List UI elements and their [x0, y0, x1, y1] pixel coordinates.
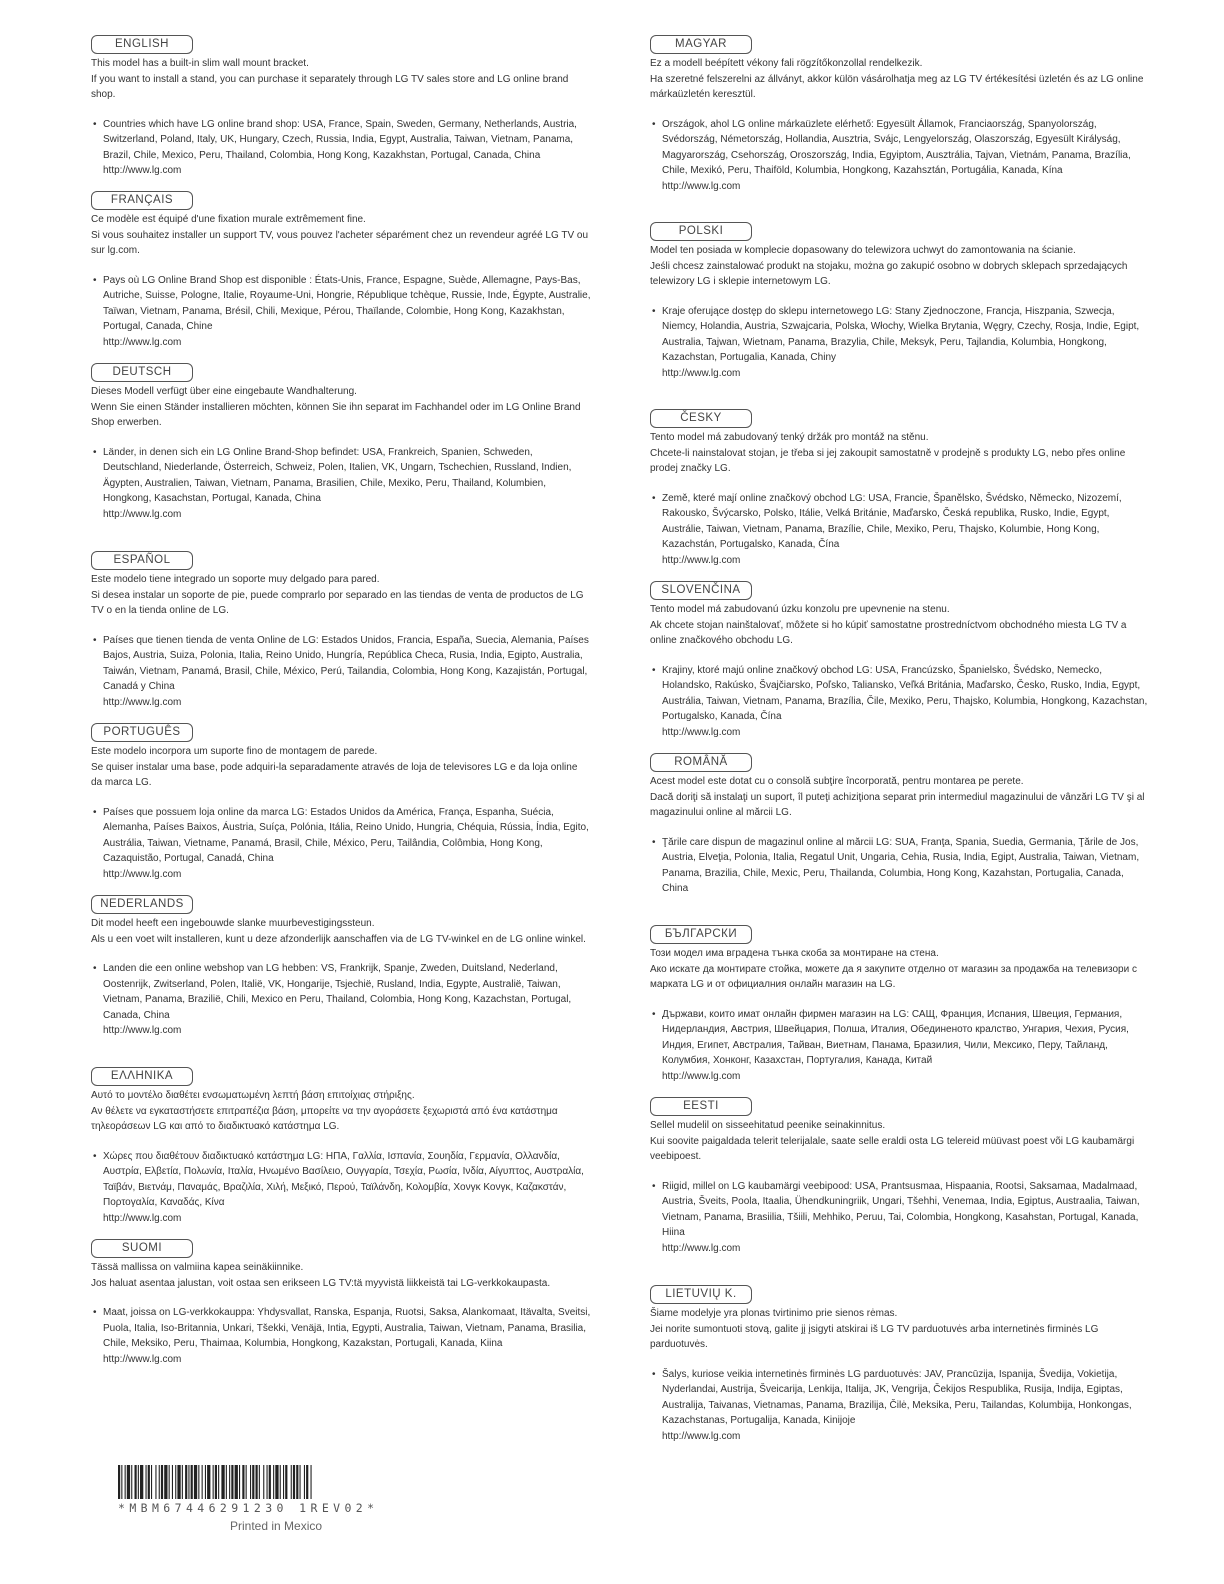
- intro-text: Ak chcete stojan nainštalovať, môžete si ho kúpiť samostatne prostredníctvom obchodného miesta LG TV a online značkového obchodu LG.: [650, 619, 1127, 646]
- intro-text: Tento model má zabudovaný tenký držák pro montáž na stěnu.: [650, 432, 929, 443]
- language-label: NEDERLANDS: [91, 895, 193, 914]
- barcode-bar: [127, 1465, 130, 1499]
- website-link[interactable]: http://www.lg.com: [662, 180, 741, 192]
- countries-bullet: [650, 1179, 1150, 1257]
- barcode-bar: [185, 1465, 187, 1499]
- language-label: PORTUGUÊS: [91, 723, 193, 742]
- bullet-icon: •: [652, 305, 656, 317]
- countries-bullet: [650, 1367, 1150, 1445]
- intro-text: Acest model este dotat cu o consolă subţire încorporată, pentru montarea pe perete.: [650, 776, 1024, 787]
- barcode-bar: [169, 1465, 170, 1499]
- countries-text: Krajiny, ktoré majú online značkový obchod LG: USA, Francúzsko, Španielsko, Švédsko, Nemecko, Holandsko, Rakúsko, Švajčiarsko, Poľsko, Taliansko, Veľká Británia, Maďarsko, Česko, Rusko, India, Egypt, Austrália, Taiwan, Vietnam, Panama, Brazília, Čile, Mexiko, Peru, Thajsko, Kolumbia, Hongkong, Kazachstan, Portugalsko, Kanada, Čína: [662, 664, 1148, 722]
- barcode-bar: [175, 1465, 176, 1499]
- language-section: [91, 550, 591, 710]
- intro-text: Dacă doriţi să instalaţi un suport, îl puteţi achiziţiona separat prin intermediul magazinului de vânzări LG TV şi al magazinului online al mărcii LG.: [650, 791, 1145, 818]
- countries-text: Ţările care dispun de magazinul online al mărcii LG: SUA, Franţa, Spania, Suedia, Germania, Ţările de Jos, Austria, Elveţia, Polonia, Italia, Regatul Unit, Ungaria, Cehia, Rusia, India, Egipt, Australia, Taiwan, Vietnam, Panama, Brazilia, Chile, Mexic, Peru, Thailanda, Columbia, Hong Kong, Kazahstan, Portugalia, Canada, China: [662, 836, 1140, 894]
- website-link[interactable]: http://www.lg.com: [103, 868, 182, 880]
- barcode-bar: [273, 1465, 274, 1499]
- bullet-icon: •: [93, 274, 97, 286]
- barcode-bar: [283, 1465, 284, 1499]
- barcode-bar: [205, 1465, 206, 1499]
- barcode-bar: [155, 1465, 156, 1499]
- language-label: ESPAÑOL: [91, 551, 193, 570]
- barcode-bar: [159, 1465, 160, 1499]
- language-label: SLOVENČINA: [650, 581, 752, 600]
- language-label: SUOMI: [91, 1239, 193, 1258]
- intro-text: Si vous souhaitez installer un support TV, vous pouvez l'acheter séparément chez un revendeur agréé LG TV ou sur lg.com.: [91, 229, 589, 256]
- intro-text: Ha szeretné felszerelni az állványt, akkor külön vásárolhatja meg az LG TV értékesítési üzletén és az LG online márkaüzletén keresztül.: [650, 73, 1144, 100]
- bullet-icon: •: [652, 118, 656, 130]
- countries-text: Χώρες που διαθέτουν διαδικτυακό κατάστημα LG: ΗΠΑ, Γαλλία, Ισπανία, Σουηδία, Γερμανία, Ολλανδία, Αυστρία, Ελβετία, Πολωνία, Ιταλία, Ηνωμένο Βασίλειο, Ουγγαρία, Τσεχία, Ρωσία, Ινδία, Αίγυπτος, Αυστραλία, Ταϊβάν, Βιετνάμ, Παναμάς, Βραζιλία, Χιλή, Μεξικό, Περού, Ταϊλάνδη, Κολομβία, Χονγκ Κονγκ, Καζακστάν, Πορτογαλία, Καναδάς, Κίνα: [103, 1150, 584, 1208]
- intro-text: Jos haluat asentaa jalustan, voit ostaa sen erikseen LG TV:tä myyvistä liikkeistä tai LG-verkkokaupasta.: [91, 1277, 551, 1289]
- intro-text: Ce modèle est équipé d'une fixation murale extrêmement fine.: [91, 214, 366, 225]
- barcode-bar: [269, 1465, 271, 1499]
- barcode-bar: [296, 1465, 298, 1499]
- language-section: [650, 924, 1150, 1084]
- countries-text: Šalys, kuriose veikia internetinės firminės LG parduotuvės: JAV, Prancūzija, Ispanija, Švedija, Vokietija, Nyderlandai, Austrija, Šveicarija, Lenkija, Italija, JK, Vengrija, Čekijos Respublika, Rusija, Indija, Egiptas, Australija, Taivanas, Vietnamas, Panama, Brazilija, Čilė, Meksika, Peru, Tailandas, Kolumbija, Honkongas, Kazachstanas, Portugalija, Kanada, Kinijoje: [662, 1368, 1132, 1426]
- barcode-bar: [118, 1465, 120, 1499]
- barcode-image: [118, 1465, 446, 1499]
- barcode-bar: [207, 1465, 210, 1499]
- language-label: DEUTSCH: [91, 363, 193, 382]
- language-label: ČESKY: [650, 409, 752, 428]
- countries-bullet: [91, 1149, 591, 1227]
- barcode-bar: [215, 1465, 217, 1499]
- barcode-bar: [259, 1465, 260, 1499]
- website-link[interactable]: http://www.lg.com: [662, 367, 741, 379]
- countries-bullet: [91, 117, 591, 179]
- barcode-bar: [246, 1465, 247, 1499]
- language-section: [91, 362, 591, 522]
- barcode-bar: [138, 1465, 139, 1499]
- website-link[interactable]: http://www.lg.com: [103, 1212, 182, 1224]
- intro-text: Si desea instalar un soporte de pie, puede comprarlo por separado en las tiendas de venta de productos de LG TV o en la tienda online de LG.: [91, 589, 584, 616]
- bullet-icon: •: [93, 446, 97, 458]
- barcode-bar: [229, 1465, 230, 1499]
- countries-text: Országok, ahol LG online márkaüzlete elérhető: Egyesült Államok, Franciaország, Spanyolország, Svédország, Németország, Hollandia, Ausztria, Svájc, Lengyelország, Olaszország, Egyesült Királyság, Magyarország, Csehország, Oroszország, India, Egyiptom, Ausztrália, Tajvan, Vietnám, Panama, Brazília, Chile, Mexikó, Peru, Thaiföld, Kolumbia, Hongkong, Kazahsztán, Portugália, Kanada, Kína: [662, 118, 1131, 176]
- bullet-icon: •: [652, 492, 656, 504]
- barcode-bar: [182, 1465, 183, 1499]
- barcode-bar: [231, 1465, 233, 1499]
- barcode-bar: [280, 1465, 281, 1499]
- bullet-icon: •: [93, 963, 97, 974]
- countries-text: Países que possuem loja online da marca LG: Estados Unidos da América, França, Espanha, Suécia, Alemanha, Países Baixos, Áustria, Suíça, Polónia, Itália, Reino Unido, Hungria, Chéquia, Rússia, Índia, Egito, Austrália, Taiwan, Vietname, Panamá, Brasil, Chile, México, Peru, Tailândia, Colômbia, Hong Kong, Cazaquistão, Portugal, Canadá, China: [103, 806, 589, 864]
- barcode-bar: [191, 1465, 193, 1499]
- countries-bullet: [91, 1305, 591, 1367]
- language-label: БЪЛГАРСКИ: [650, 925, 752, 944]
- intro-text: Dieses Modell verfügt über eine eingebaute Wandhalterung.: [91, 386, 357, 397]
- barcode-bar: [275, 1465, 278, 1499]
- barcode-bar: [202, 1465, 203, 1499]
- barcode-bar: [131, 1465, 132, 1499]
- bullet-icon: •: [93, 634, 97, 646]
- language-section: [650, 408, 1150, 568]
- language-section: [650, 752, 1150, 897]
- barcode-bar: [263, 1465, 264, 1499]
- intro-text: Tässä mallissa on valmiina kapea seinäkiinnike.: [91, 1262, 304, 1273]
- countries-text: Riigid, millel on LG kaubamärgi veebipood: USA, Prantsusmaa, Hispaania, Rootsi, Saksamaa, Madalmaad, Austria, Šveits, Poola, Itaalia, Ühendkuningriik, Ungari, Tšehhi, Venemaa, India, Egiptus, Austraalia, Taiwan, Vietnam, Panama, Brasiilia, Tšiili, Mehhiko, Peruu, Tai, Colombia, Hongkong, Kasahstan, Portugal, Kanada, Hiina: [662, 1180, 1140, 1238]
- intro-text: Se quiser instalar uma base, pode adquiri-la separadamente através de loja de televisores LG e da loja online da marca LG.: [91, 761, 578, 788]
- barcode-bar: [304, 1465, 305, 1499]
- language-section: [650, 580, 1150, 740]
- language-label: POLSKI: [650, 222, 752, 241]
- countries-bullet: [650, 835, 1150, 897]
- language-section: [91, 894, 591, 1039]
- intro-text: Als u een voet wilt installeren, kunt u deze afzonderlijk aanschaffen via de LG TV-winkel en de LG online winkel.: [91, 933, 586, 945]
- printed-in-label: Printed in Mexico: [230, 1519, 323, 1533]
- language-label: MAGYAR: [650, 35, 752, 54]
- website-link[interactable]: http://www.lg.com: [662, 554, 741, 566]
- intro-text: Ако искате да монтирате стойка, можете да я закупите отделно от магазин за продажба на телевизори с марката LG и от официалния онлайн магазин на LG.: [650, 963, 1137, 990]
- barcode-bar: [250, 1465, 251, 1499]
- countries-text: Maat, joissa on LG-verkkokauppa: Yhdysvallat, Ranska, Espanja, Ruotsi, Saksa, Alankomaat, Itävalta, Sveitsi, Puola, Italia, Iso-Britannia, Unkari, Tšekki, Venäjä, Intia, Egypti, Australia, Taiwan, Vietnam, Panama, Brasilia, Chile, Meksiko, Peru, Thaimaa, Kolumbia, Hongkong, Kazakstan, Portugali, Kanada, Kiina: [103, 1307, 591, 1349]
- barcode-block: [118, 1465, 448, 1533]
- countries-text: Países que tienen tienda de venta Online de LG: Estados Unidos, Francia, España, Suecia, Alemania, Países Bajos, Austria, Suiza, Polonia, Italia, Reino Unido, Hungría, República Checa, Rusia, India, Egipto, Australia, Taiwán, Vietnam, Panamá, Brasil, Chile, México, Perú, Tailandia, Colombia, Hong Kong, Kazajistán, Portugal, Canadá y China: [103, 634, 589, 692]
- language-section: [650, 221, 1150, 381]
- barcode-bar: [300, 1465, 301, 1499]
- countries-bullet: [91, 633, 591, 711]
- intro-text: Sellel mudelil on sisseehitatud peenike seinakinnitus.: [650, 1120, 886, 1131]
- barcode-bar: [291, 1465, 292, 1499]
- intro-text: Αυτό το μοντέλο διαθέτει ενσωματωμένη λεπτή βάση επιτοίχιας στήριξης.: [91, 1090, 415, 1101]
- intro-text: Този модел има вградена тънка скоба за монтиране на стена.: [650, 948, 939, 959]
- website-link[interactable]: http://www.lg.com: [662, 1430, 741, 1442]
- barcode-bar: [198, 1465, 199, 1499]
- website-link[interactable]: http://www.lg.com: [103, 165, 182, 176]
- language-section: [91, 190, 591, 350]
- countries-bullet: [91, 805, 591, 883]
- language-label: FRANÇAIS: [91, 191, 193, 210]
- countries-text: Countries which have LG online brand shop: USA, France, Spain, Sweden, Germany, Netherlands, Austria, Switzerland, Poland, Italy, UK, Hungary, Czech, Russia, India, Egypt, Australia, Taiwan, Vietnam, Panama, Brazil, Chile, Mexico, Peru, Thailand, Colombia, Hong Kong, Kazakhstan, Portugal, Canada, China: [103, 118, 577, 161]
- bullet-icon: •: [93, 1307, 97, 1318]
- language-label: ROMÂNĂ: [650, 753, 752, 772]
- barcode-bar: [121, 1465, 122, 1499]
- barcode-bar: [135, 1465, 137, 1499]
- countries-bullet: [650, 491, 1150, 569]
- language-label: LIETUVIŲ K.: [650, 1285, 752, 1304]
- barcode-bar: [239, 1465, 240, 1499]
- intro-text: Este modelo incorpora um suporte fino de montagem de parede.: [91, 746, 378, 757]
- countries-text: Země, které mají online značkový obchod LG: USA, Francie, Španělsko, Švédsko, Německo, Nizozemí, Rakousko, Švýcarsko, Polsko, Itálie, Velká Británie, Maďarsko, Česká republika, Rusko, Indie, Egypt, Austrálie, Taiwan, Vietnam, Panama, Brazílie, Chile, Mexiko, Peru, Thajsko, Kolumbie, Hong Kong, Kazachstán, Portugalsko, Kanada, Čína: [662, 492, 1122, 550]
- intro-text: Chcete-li nainstalovat stojan, je třeba si jej zakoupit samostatně v prodejně s produkty LG, nebo přes online prodej značky LG.: [650, 447, 1126, 474]
- language-section: [650, 34, 1150, 194]
- website-link[interactable]: http://www.lg.com: [103, 508, 182, 520]
- language-section: [91, 1238, 591, 1367]
- language-section: [91, 1066, 591, 1226]
- countries-bullet: [650, 117, 1150, 195]
- intro-text: Wenn Sie einen Ständer installieren möchten, können Sie ihn separat im Fachhandel oder im LG Online Brand Shop erwerben.: [91, 401, 581, 428]
- barcode-bar: [148, 1465, 150, 1499]
- intro-text: Tento model má zabudovanú úzku konzolu pre upevnenie na stenu.: [650, 604, 950, 615]
- barcode-bar: [140, 1465, 143, 1499]
- language-section: [91, 722, 591, 882]
- barcode-bar: [161, 1465, 163, 1499]
- countries-text: Kraje oferujące dostęp do sklepu internetowego LG: Stany Zjednoczone, Francja, Hiszpania, Szwecja, Niemcy, Holandia, Austria, Szwajcaria, Polska, Włochy, Wielka Brytania, Węgry, Czechy, Rosja, Indie, Egipt, Australia, Tajwan, Wietnam, Panama, Brazylia, Chile, Meksyk, Peru, Tajlandia, Kolumbia, Hongkong, Kazachstan, Portugalia, Kanada, Chiny: [662, 305, 1140, 363]
- barcode-number: *MBM67446291230 1REV02*: [118, 1501, 379, 1515]
- barcode-bar: [164, 1465, 167, 1499]
- barcode-bar: [252, 1465, 254, 1499]
- intro-text: Ez a modell beépített vékony fali rögzítőkonzollal rendelkezik.: [650, 58, 923, 69]
- barcode-bar: [311, 1465, 312, 1499]
- countries-bullet: [91, 961, 591, 1039]
- language-section: [91, 34, 591, 179]
- countries-text: Länder, in denen sich ein LG Online Brand-Shop befindet: USA, Frankreich, Spanien, Schweden, Deutschland, Niederlande, Österreich, Schweiz, Polen, Italien, VK, Ungarn, Tschechien, Russland, Indien, Ägypten, Australien, Taiwan, Vietnam, Panama, Brasilien, Chile, Mexiko, Peru, Thailand, Kolumbien, Hongkong, Kasachstan, Portugal, Kanada, China: [103, 446, 572, 504]
- barcode-bar: [218, 1465, 219, 1499]
- bullet-icon: •: [93, 806, 97, 818]
- website-link[interactable]: http://www.lg.com: [662, 1070, 741, 1082]
- intro-text: Model ten posiada w komplecie dopasowany do telewizora uchwyt do zamontowania na ścianie.: [650, 245, 1076, 256]
- website-link[interactable]: http://www.lg.com: [103, 336, 182, 348]
- intro-text: Este modelo tiene integrado un soporte muy delgado para pared.: [91, 574, 380, 585]
- barcode-bar: [177, 1465, 180, 1499]
- barcode-bar: [194, 1465, 197, 1499]
- bullet-icon: •: [652, 1180, 656, 1192]
- language-label: EESTI: [650, 1097, 752, 1116]
- barcode-bar: [226, 1465, 227, 1499]
- bullet-icon: •: [652, 1368, 656, 1380]
- bullet-icon: •: [652, 836, 656, 848]
- bullet-icon: •: [93, 118, 97, 130]
- language-section: [650, 1284, 1150, 1444]
- barcode-bar: [235, 1465, 238, 1499]
- barcode-bar: [146, 1465, 147, 1499]
- barcode-bar: [221, 1465, 224, 1499]
- countries-bullet: [91, 445, 591, 523]
- website-link[interactable]: http://www.lg.com: [103, 1353, 182, 1365]
- countries-text: Държави, които имат онлайн фирмен магазин на LG: САЩ, Франция, Испания, Швеция, Германия, Нидерландия, Австрия, Швейцария, Полша, Италия, Обединеното кралство, Унгария, Чехия, Русия, Индия, Египет, Австралия, Тайван, Виетнам, Панама, Бразилия, Чили, Мексико, Перу, Тайланд, Колумбия, Хонконг, Казахстан, Португалия, Канада, Китай: [662, 1008, 1129, 1066]
- barcode-bar: [267, 1465, 268, 1499]
- barcode-bar: [151, 1465, 152, 1499]
- countries-bullet: [650, 663, 1150, 741]
- bullet-icon: •: [652, 664, 656, 676]
- website-link[interactable]: http://www.lg.com: [103, 1025, 182, 1036]
- barcode-bar: [242, 1465, 244, 1499]
- intro-text: Αν θέλετε να εγκαταστήσετε επιτραπέζια βάση, μπορείτε να την αγοράσετε ξεχωριστά από ένα κατάστημα τηλεοράσεων LG και από το διαδικτυακό κατάστημα LG.: [91, 1105, 558, 1132]
- website-link[interactable]: http://www.lg.com: [103, 696, 182, 708]
- intro-text: Šiame modelyje yra plonas tvirtinimo prie sienos rėmas.: [650, 1308, 898, 1319]
- barcode-bar: [256, 1465, 258, 1499]
- countries-bullet: [650, 304, 1150, 382]
- website-link[interactable]: http://www.lg.com: [662, 1242, 741, 1254]
- barcode-bar: [306, 1465, 308, 1499]
- barcode-bar: [285, 1465, 287, 1499]
- barcode-bar: [188, 1465, 189, 1499]
- intro-text: Dit model heeft een ingebouwde slanke muurbevestigingssteun.: [91, 918, 375, 929]
- intro-text: Jeśli chcesz zainstalować produkt na stojaku, można go zakupić osobno w dobrych sklepach sprzedających telewizory LG i sklepie internetowym LG.: [650, 260, 1128, 287]
- barcode-bar: [213, 1465, 214, 1499]
- intro-text: Kui soovite paigaldada telerit telerijalale, saate selle eraldi osta LG telereid müüvast poest või LG kaubamärgi veebipoest.: [650, 1135, 1135, 1162]
- intro-text: Jei norite sumontuoti stovą, galite jį įsigyti atskirai iš LG TV parduotuvės arba internetinės firminės LG parduotuvės.: [650, 1323, 1099, 1350]
- countries-text: Landen die een online webshop van LG hebben: VS, Frankrijk, Spanje, Zweden, Duitsland, Nederland, Oostenrijk, Zwitserland, Polen, Italië, VK, Hongarije, Tsjechië, Rusland, India, Egypte, Australië, Taiwan, Vietnam, Panama, Brazilië, Chili, Mexico en Peru, Thailand, Colombia, Hong Kong, Kazachstan, Portugal, Canada, China: [103, 963, 572, 1021]
- bullet-icon: •: [652, 1008, 656, 1020]
- countries-bullet: [650, 1007, 1150, 1085]
- language-label: ΕΛΛΗΝΙΚΑ: [91, 1067, 193, 1086]
- barcode-bar: [172, 1465, 173, 1499]
- website-link[interactable]: http://www.lg.com: [662, 726, 741, 738]
- barcode-bar: [125, 1465, 126, 1499]
- language-section: [650, 1096, 1150, 1256]
- bullet-icon: •: [93, 1150, 97, 1162]
- language-label: ENGLISH: [91, 35, 193, 54]
- countries-text: Pays où LG Online Brand Shop est disponible : États-Unis, France, Espagne, Suède, Allemagne, Pays-Bas, Autriche, Suisse, Pologne, Italie, Royaume-Uni, Hongrie, République tchèque, Russie, Inde, Égypte, Australie, Taïwan, Vietnam, Panama, Brésil, Chili, Mexique, Pérou, Thaïlande, Colombie, Hong Kong, Kazakhstan, Portugal, Canada, Chine: [103, 274, 591, 332]
- barcode-bar: [293, 1465, 295, 1499]
- intro-text: If you want to install a stand, you can purchase it separately through LG TV sales store and LG online brand shop.: [91, 73, 569, 100]
- countries-bullet: [91, 273, 591, 351]
- intro-text: This model has a built-in slim wall mount bracket.: [91, 58, 309, 69]
